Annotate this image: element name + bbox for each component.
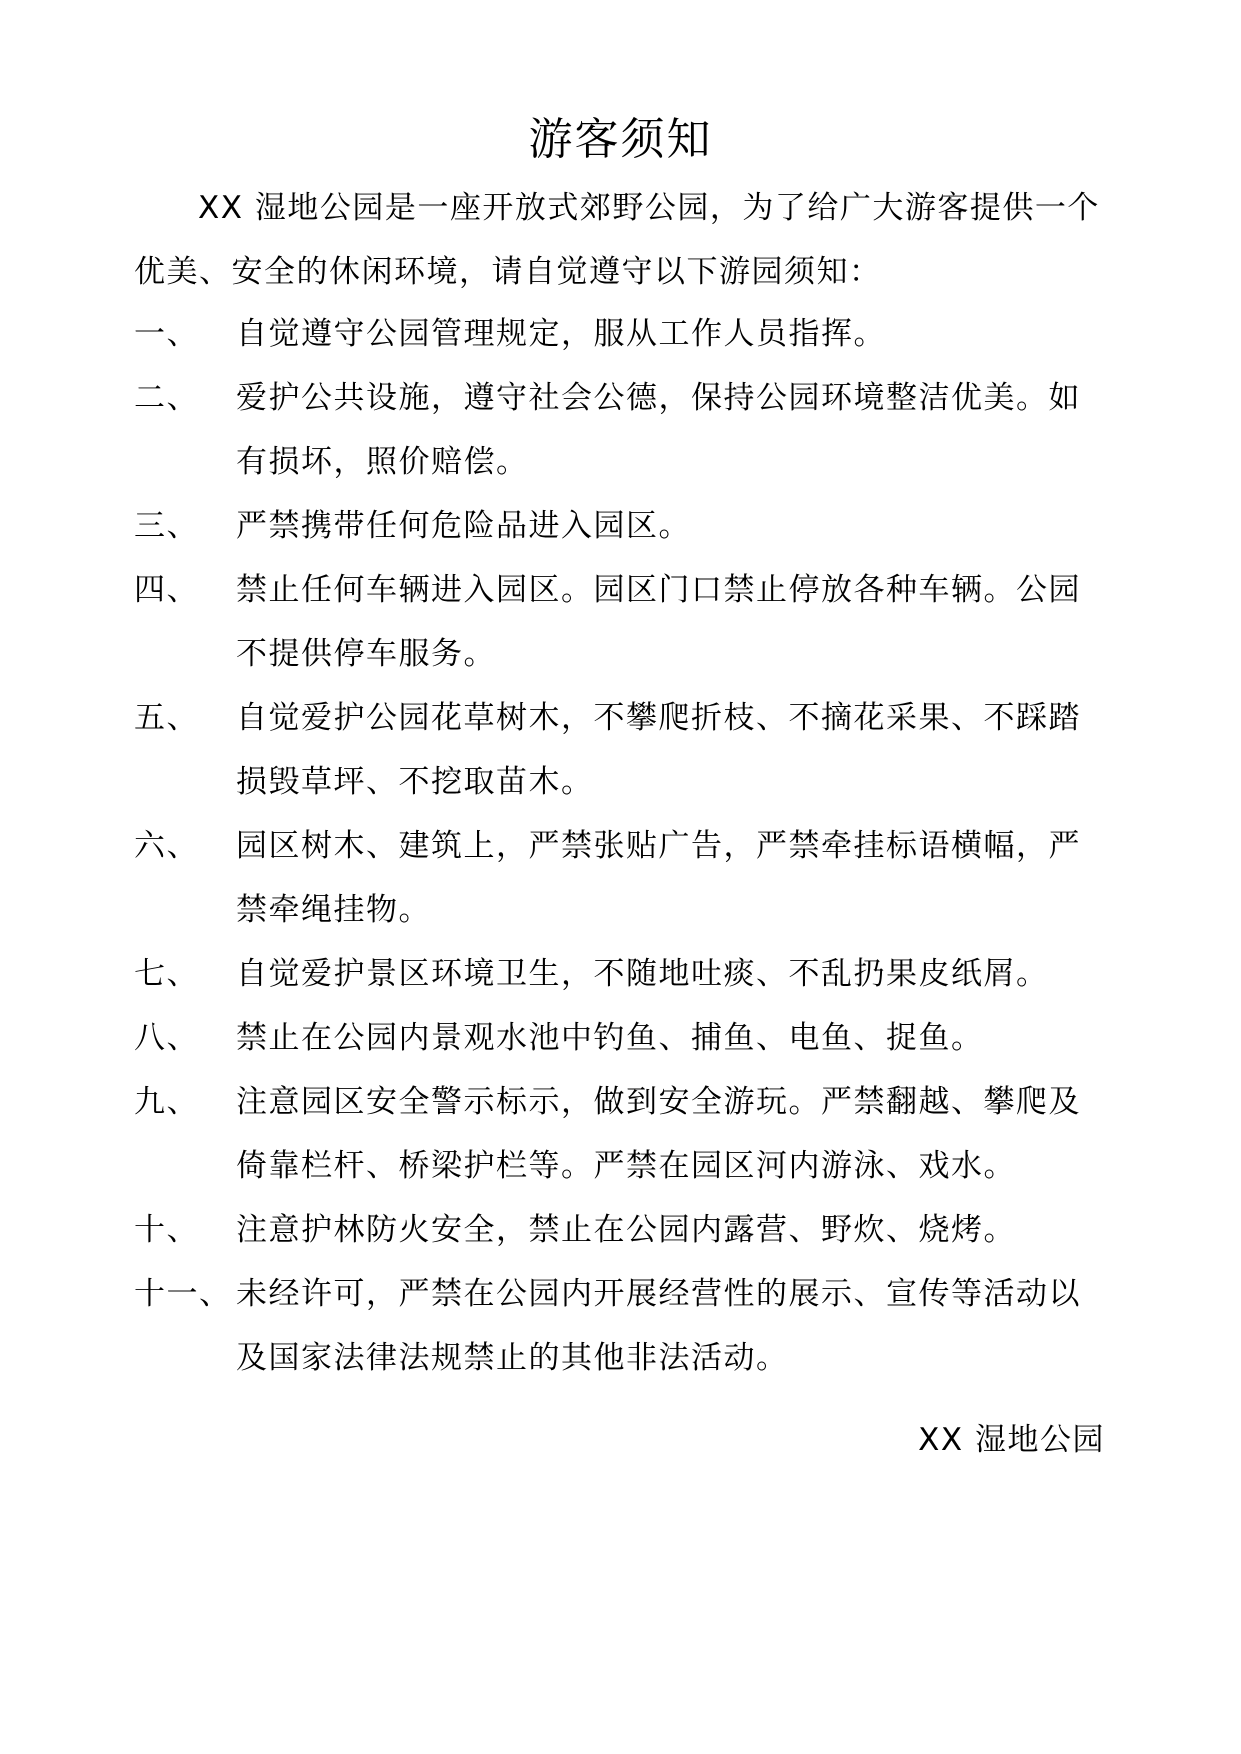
rule-text: 未经许可，严禁在公园内开展经营性的展示、宣传等活动以及国家法律法规禁止的其他非法活动。: [236, 1276, 1081, 1376]
rule-text: 自觉爱护景区环境卫生，不随地吐痰、不乱扔果皮纸屑。: [236, 956, 1049, 992]
rule-item: [134, 814, 1109, 942]
rule-number: 四、: [134, 572, 199, 608]
page-title: 游客须知: [528, 114, 713, 165]
rule-number: 六、: [134, 828, 199, 864]
rule-text: 禁止任何车辆进入园区。园区门口禁止停放各种车辆。公园不提供停车服务。: [236, 572, 1081, 672]
rule-number: 三、: [134, 508, 199, 544]
rule-text: 自觉爱护公园花草树木，不攀爬折枝、不摘花采果、不踩踏损毁草坪、不挖取苗木。: [236, 700, 1081, 800]
rule-item: [134, 942, 1109, 1006]
rule-item: [134, 1070, 1109, 1198]
rule-item: [134, 1262, 1109, 1390]
rule-number: 十、: [134, 1212, 199, 1248]
rule-text: 禁止在公园内景观水池中钓鱼、捕鱼、电鱼、捉鱼。: [236, 1020, 984, 1056]
rule-item: [134, 558, 1109, 686]
rule-item: [134, 1198, 1109, 1262]
rule-number: 二、: [134, 380, 199, 416]
rule-item: [134, 366, 1109, 494]
rule-item: [134, 1006, 1109, 1070]
rule-number: 八、: [134, 1020, 199, 1056]
rule-text: 严禁携带任何危险品进入园区。: [236, 508, 691, 544]
rule-number: 九、: [134, 1084, 199, 1120]
rule-item: [134, 302, 1109, 366]
rule-text: 注意护林防火安全，禁止在公园内露营、野炊、烧烤。: [236, 1212, 1016, 1248]
rule-item: [134, 686, 1109, 814]
rule-item: [134, 494, 1109, 558]
rule-text: 爱护公共设施，遵守社会公德，保持公园环境整洁优美。如有损坏，照价赔偿。: [236, 380, 1081, 480]
intro-paragraph: XX 湿地公园是一座开放式郊野公园，为了给广大游客提供一个优美、安全的休闲环境，请自觉遵守以下游园须知：: [134, 190, 1100, 290]
rule-text: 自觉遵守公园管理规定，服从工作人员指挥。: [236, 316, 886, 352]
rule-number: 一、: [134, 316, 199, 352]
rule-number: 七、: [134, 956, 199, 992]
rule-text: 注意园区安全警示标示，做到安全游玩。严禁翻越、攀爬及倚靠栏杆、桥梁护栏等。严禁在园区河内游泳、戏水。: [236, 1084, 1081, 1184]
rule-text: 园区树木、建筑上，严禁张贴广告，严禁牵挂标语横幅，严禁牵绳挂物。: [236, 828, 1081, 928]
signature: XX 湿地公园: [918, 1422, 1105, 1458]
rule-number: 十一、: [134, 1276, 232, 1312]
rule-number: 五、: [134, 700, 199, 736]
rules-list: [134, 302, 1109, 1390]
